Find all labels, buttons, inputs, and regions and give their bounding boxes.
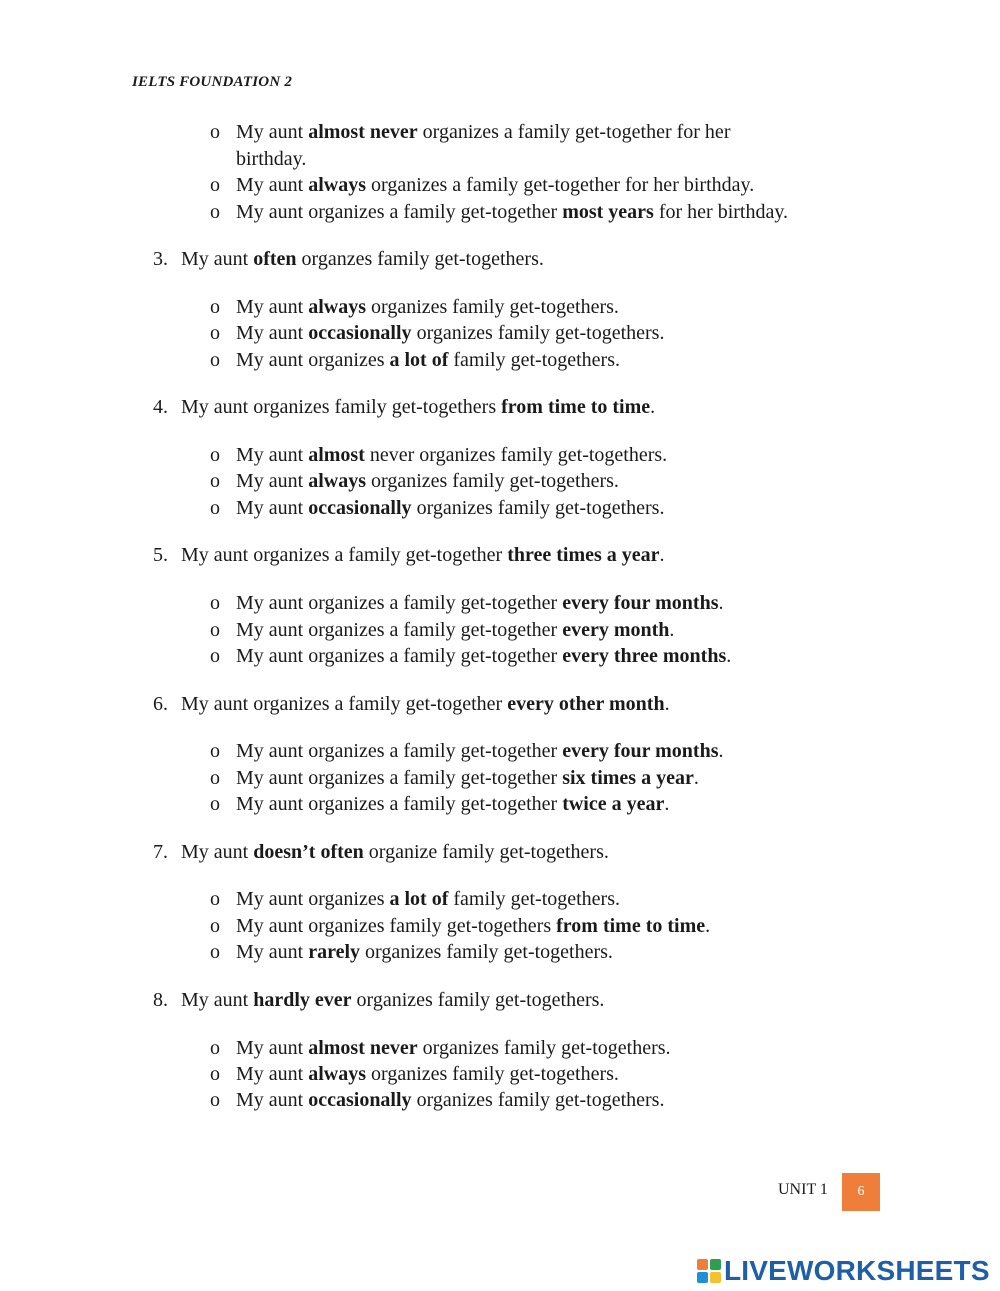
option-item: o My aunt organizes a lot of family get-togethers.: [210, 349, 621, 371]
bullet-marker: o: [210, 915, 220, 937]
bullet-marker: o: [210, 645, 220, 667]
bullet-marker: o: [210, 322, 220, 344]
option-item: o My aunt occasionally organizes family get-togethers.: [210, 322, 665, 344]
liveworksheets-text: LIVEWORKSHEETS: [724, 1255, 990, 1286]
option-item: o My aunt always organizes family get-togethers.: [210, 296, 619, 318]
option-item: o My aunt rarely organizes family get-togethers.: [210, 941, 613, 963]
option-item: o My aunt occasionally organizes family get-togethers.: [210, 497, 665, 519]
bullet-marker: o: [210, 941, 220, 963]
bullet-marker: o: [210, 296, 220, 318]
option-item: o My aunt organizes a family get-together every three months.: [210, 645, 732, 667]
option-item: o My aunt organizes family get-togethers from time to time.: [210, 915, 711, 937]
question-7: 7. My aunt doesn’t often organize family get-togethers.: [153, 841, 609, 863]
bullet-marker: o: [210, 1089, 220, 1111]
option-item: o My aunt always organizes family get-togethers.: [210, 1063, 619, 1085]
liveworksheets-watermark: [697, 1255, 990, 1287]
bullet-marker: o: [210, 201, 220, 223]
question-6: 6. My aunt organizes a family get-together every other month.: [153, 693, 670, 715]
document-header: IELTS FOUNDATION 2: [132, 74, 293, 90]
bullet-marker: o: [210, 349, 220, 371]
question-5: 5. My aunt organizes a family get-together three times a year.: [153, 544, 665, 566]
question-4: 4. My aunt organizes family get-togethers from time to time.: [153, 396, 656, 418]
option-item: o My aunt organizes a family get-together six times a year.: [210, 767, 699, 789]
bullet-marker: o: [210, 888, 220, 910]
option-item: o My aunt almost never organizes a family get-together for her: [210, 121, 731, 143]
option-item: o My aunt occasionally organizes family get-togethers.: [210, 1089, 665, 1111]
bullet-marker: o: [210, 470, 220, 492]
footer-unit-label: UNIT 1: [778, 1181, 828, 1198]
option-item: o My aunt organizes a family get-together every four months.: [210, 740, 724, 762]
bullet-marker: o: [210, 767, 220, 789]
option-item: o My aunt organizes a family get-together most years for her birthday.: [210, 201, 789, 223]
bullet-marker: o: [210, 444, 220, 466]
option-item: o My aunt organizes a lot of family get-togethers.: [210, 888, 621, 910]
bullet-marker: o: [210, 121, 220, 143]
option-item-continuation: birthday.: [236, 148, 307, 170]
option-item: o My aunt always organizes a family get-together for her birthday.: [210, 174, 755, 196]
option-item: o My aunt organizes a family get-together twice a year.: [210, 793, 670, 815]
bullet-marker: o: [210, 592, 220, 614]
bullet-marker: o: [210, 1037, 220, 1059]
bullet-marker: o: [210, 1063, 220, 1085]
bullet-marker: o: [210, 497, 220, 519]
liveworksheets-logo-icon: [697, 1259, 721, 1283]
option-item: o My aunt almost never organizes family get-togethers.: [210, 444, 668, 466]
bullet-marker: o: [210, 619, 220, 641]
bullet-marker: o: [210, 740, 220, 762]
page-number-badge: 6: [842, 1173, 880, 1211]
bullet-marker: o: [210, 174, 220, 196]
option-item: o My aunt organizes a family get-together every four months.: [210, 592, 724, 614]
bullet-marker: o: [210, 793, 220, 815]
question-8: 8. My aunt hardly ever organizes family get-togethers.: [153, 989, 605, 1011]
option-item: o My aunt almost never organizes family get-togethers.: [210, 1037, 671, 1059]
question-3: 3. My aunt often organzes family get-togethers.: [153, 248, 544, 270]
option-item: o My aunt always organizes family get-togethers.: [210, 470, 619, 492]
option-item: o My aunt organizes a family get-together every month.: [210, 619, 675, 641]
